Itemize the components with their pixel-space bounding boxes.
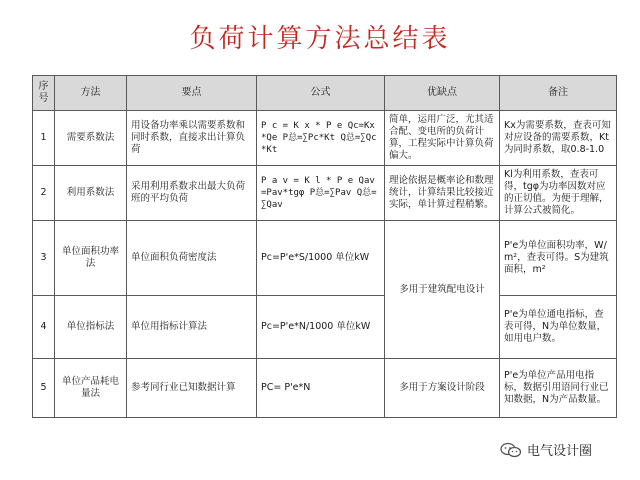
row-index: 1 (33, 111, 55, 166)
row-formula: PC= P'e*N (257, 359, 385, 418)
table-row (33, 166, 617, 221)
header-point: 要点 (127, 76, 257, 111)
watermark-text: 电气设计圈 (527, 444, 593, 459)
row-pros-cons: 理论依据是概率论和数理统计，计算结果比较接近实际，单计算过程稍繁。 (385, 166, 500, 221)
row-method: 单位面积功率法 (55, 221, 127, 296)
row-note: P'e为单位产品用电指标，数据引用语同行业已知数据，N为产品数量。 (500, 359, 617, 418)
header-pros-cons: 优缺点 (385, 76, 500, 111)
wechat-icon (500, 442, 522, 458)
row-formula: Pc=P'e*N/1000 单位kW (257, 296, 385, 359)
page-title: 负荷计算方法总结表 (189, 24, 451, 54)
table-row (33, 221, 617, 296)
table-row (33, 359, 617, 418)
table-row (33, 111, 617, 166)
row-pros-cons-merged: 多用于建筑配电设计 (385, 221, 500, 359)
row-index: 5 (33, 359, 55, 418)
header-note: 备注 (500, 76, 617, 111)
row-method: 单位指标法 (55, 296, 127, 359)
row-point: 单位面积负荷密度法 (127, 221, 257, 296)
row-index: 4 (33, 296, 55, 359)
row-point: 采用利用系数求出最大负荷班的平均负荷 (127, 166, 257, 221)
row-method: 需要系数法 (55, 111, 127, 166)
table-row (33, 296, 617, 359)
row-note: P'e为单位通电指标，查表可得，N为单位数量，如用电户数。 (500, 296, 617, 359)
row-point: 单位用指标计算法 (127, 296, 257, 359)
row-note: P'e为单位面积功率，W/m²，查表可得。S为建筑面积，m² (500, 221, 617, 296)
row-method: 单位产品耗电量法 (55, 359, 127, 418)
header-method: 方法 (55, 76, 127, 111)
row-note: Kl为利用系数，查表可得，tgφ为功率因数对应的正切值。为便于理解，计算公式被简化。 (500, 166, 617, 221)
row-formula: Pc=P'e*S/1000 单位kW (257, 221, 385, 296)
row-method: 利用系数法 (55, 166, 127, 221)
row-index: 3 (33, 221, 55, 296)
row-note: Kx为需要系数，查表可知对应设备的需要系数，Kt为同时系数，取0.8-1.0 (500, 111, 617, 166)
row-pros-cons: 多用于方案设计阶段 (385, 359, 500, 418)
row-formula: P c = K x * P e Qc=Kx*Qe P总=∑Pc*Kt Q总=∑Qc*Kt (257, 111, 385, 166)
row-formula: P a v = K l * P e Qav=Pav*tgφ P总=∑Pav Q总=∑Qav (257, 166, 385, 221)
watermark (500, 440, 592, 459)
header-formula: 公式 (257, 76, 385, 111)
row-index: 2 (33, 166, 55, 221)
row-pros-cons: 简单，运用广泛，尤其适合配、变电所的负荷计算，工程实际中计算负荷偏大。 (385, 111, 500, 166)
row-point: 参考同行业已知数据计算 (127, 359, 257, 418)
row-point: 用设备功率乘以需要系数和同时系数，直接求出计算负荷 (127, 111, 257, 166)
table-header-row (33, 76, 617, 111)
load-calculation-table (32, 75, 617, 418)
header-index: 序号 (33, 76, 55, 111)
